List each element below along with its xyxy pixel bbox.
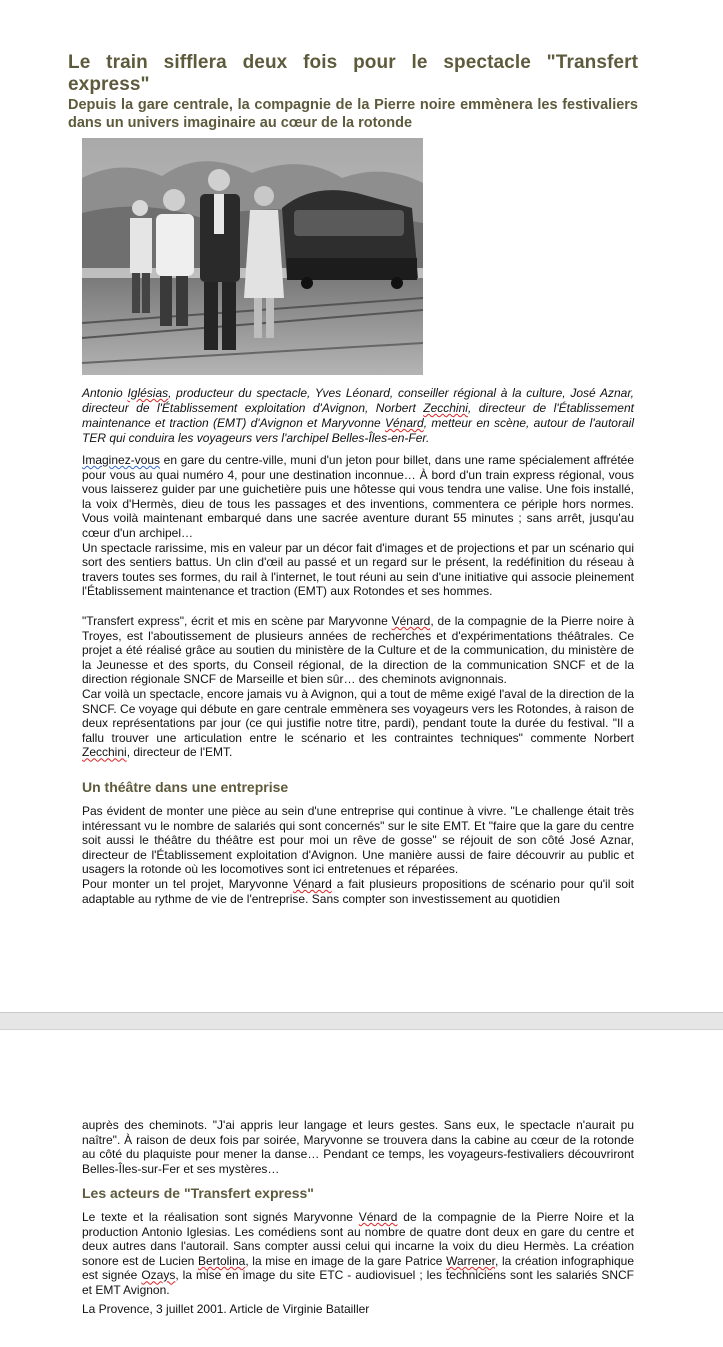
article-photo xyxy=(82,138,423,375)
text-run: Antonio xyxy=(82,386,128,400)
spell-flag: Warrener xyxy=(446,1253,495,1268)
text-run: Un spectacle rarissime, mis en valeur par un décor fait d'images et de projections et par un scénario qui sort des sentiers battus. Un clin d'œil au passé et un regard sur le présent, la redéfinition du réseau à travers toutes ses formes, du rail à l'internet, le tout réuni au sein d'une initiative qui associe pleinement l'Établissement maintenance et traction (EMT) aux Rotondes et ses hommes. xyxy=(82,540,634,599)
text-run: , la mise en image de la gare Patrice xyxy=(245,1253,447,1268)
paragraph-theatre xyxy=(82,804,634,906)
spell-flag: Iglésias xyxy=(127,386,169,400)
text-run: en gare du centre-ville, muni d'un jeton pour billet, dans une rame spécialement affrétée pour vous au quai numéro 4, pour une destination inconnue… À bord d'un train express régional, vous vous laisserez guider par une guichetière puis une hôtesse qui vous tendra une valise. Une fois installé, la voix d'Hermès, dieu de tous les passages et des inventions, commentera ce périple hors normes. Vous voilà maintenant embarqué dans une sacrée aventure durant 55 minutes ; sans arrêt, jusqu'au cœur d'un archipel… xyxy=(82,453,634,540)
article-source: La Provence, 3 juillet 2001. Article de Virginie Batailler xyxy=(82,1302,370,1316)
text-run: , metteur en scène, autour de l'autorail TER qui conduira les voyageurs vers l'archipel Belles-Îles-en-Fer. xyxy=(82,416,634,445)
paragraph-actors xyxy=(82,1210,634,1298)
spell-flag: Zecchini xyxy=(82,745,127,760)
article-title: Le train sifflera deux fois pour le spectacle "Transfert express" xyxy=(68,52,638,95)
spell-flag: Vénard xyxy=(358,1210,398,1224)
group-photo-image xyxy=(82,138,423,375)
text-run: Pour monter un tel projet, Maryvonne xyxy=(82,876,294,891)
text-run: Le texte et la réalisation sont signés Maryvonne xyxy=(82,1210,359,1224)
section-heading-actors: Les acteurs de "Transfert express" xyxy=(82,1185,314,1201)
text-run: , directeur de l'EMT. xyxy=(126,745,233,760)
text-run: , directeur de l'Établissement maintenance et traction (EMT) d'Avignon et Maryvonne xyxy=(82,401,634,430)
paragraph-project xyxy=(82,614,634,760)
text-run: de la compagnie de la Pierre Noire et la production Antonio Iglesias. Les comédiens sont au nombre de quatre dont deux en gare du centre et deux autres dans l'autorail. Sans compter aussi celui qui incarne la voix du dieu Hermès. La création sonore est de Lucien xyxy=(82,1210,634,1268)
section-heading-theatre: Un théâtre dans une entreprise xyxy=(82,779,289,795)
spell-flag: Bertolina xyxy=(197,1253,246,1268)
text-run: a fait plusieurs propositions de scénario pour qu'il soit adaptable au rythme de vie de l'entreprise. Sans compter son investissement au quotidien xyxy=(82,876,634,906)
text-run: , la mise en image du site ETC - audiovisuel ; les techniciens sont les salariés SNCF et EMT Avignon. xyxy=(82,1268,634,1297)
page-break-separator xyxy=(0,1012,723,1030)
paragraph-intro xyxy=(82,453,634,599)
paragraph-continuation: auprès des cheminots. "J'ai appris leur langage et leurs gestes. Sans eux, le spectacle n'aurait pu naître". À raison de deux fois par soirée, Maryvonne se trouvera dans la cabine au cœur de la rotonde au côté du plaquiste pour mener la danse… Pendant ce temps, les voyageurs-festivaliers découvriront Belles-Îles-sur-Fer et ses mystères… xyxy=(82,1118,634,1176)
spell-flag: Vénard xyxy=(391,614,431,628)
article-subtitle: Depuis la gare centrale, la compagnie de la Pierre noire emmènera les festivaliers dans un univers imaginaire au cœur de la rotonde xyxy=(68,97,638,131)
text-run: Pas évident de monter une pièce au sein d'une entreprise qui continue à vivre. "Le challenge était très intéressant vu le nombre de salariés qui sont concernés" sur le site EMT. Et "faire que la gare du centre soit aussi le théâtre du théâtre est pour moi un rêve de gosse" se réjouit de son côté José Aznar, directeur de l'Établissement exploitation d'Avignon. Une manière aussi de faire découvrir au public et usagers la rotonde où les locomotives sont ici entretenues et réparées. xyxy=(82,804,634,877)
text-run: , de la compagnie de la Pierre noire à Troyes, est l'aboutissement de plusieurs années de recherches et d'expérimentations théâtrales. Ce projet a été réalisé grâce au soutien du ministère de la Culture et de la communication, du ministère de la Jeunesse et des sports, du Conseil régional, de la direction de la communication SNCF et de la direction régionale SNCF de Marseille et bien sûr… des cheminots avignonnais. xyxy=(82,614,635,687)
spell-flag: Vénard xyxy=(293,876,332,891)
spell-flag: Zecchini xyxy=(423,401,468,415)
photo-caption xyxy=(82,386,634,446)
spell-flag: Ozays xyxy=(141,1268,176,1283)
grammar-flag: Imaginez-vous xyxy=(82,453,161,467)
text-run: , la création infographique est signée xyxy=(82,1253,634,1283)
spell-flag: Vénard xyxy=(385,416,424,430)
text-run: "Transfert express", écrit et mis en scène par Maryvonne xyxy=(82,614,392,628)
text-run: Car voilà un spectacle, encore jamais vu à Avignon, qui a tout de même exigé l'aval de la direction de la SNCF. Ce voyage qui débute en gare centrale emmènera ses voyageurs vers les Rotondes, à raison de deux représentations par jour (ce qui justifie notre titre, pardi), pendant toute la durée du festival. "Il a fallu trouver une articulation entre le scénario et les contraintes techniques" commente Norbert xyxy=(82,686,634,745)
text-run: , producteur du spectacle, Yves Léonard, conseiller régional à la culture, José Aznar, directeur de l'Établissement exploitation d'Avignon, Norbert xyxy=(82,386,634,415)
